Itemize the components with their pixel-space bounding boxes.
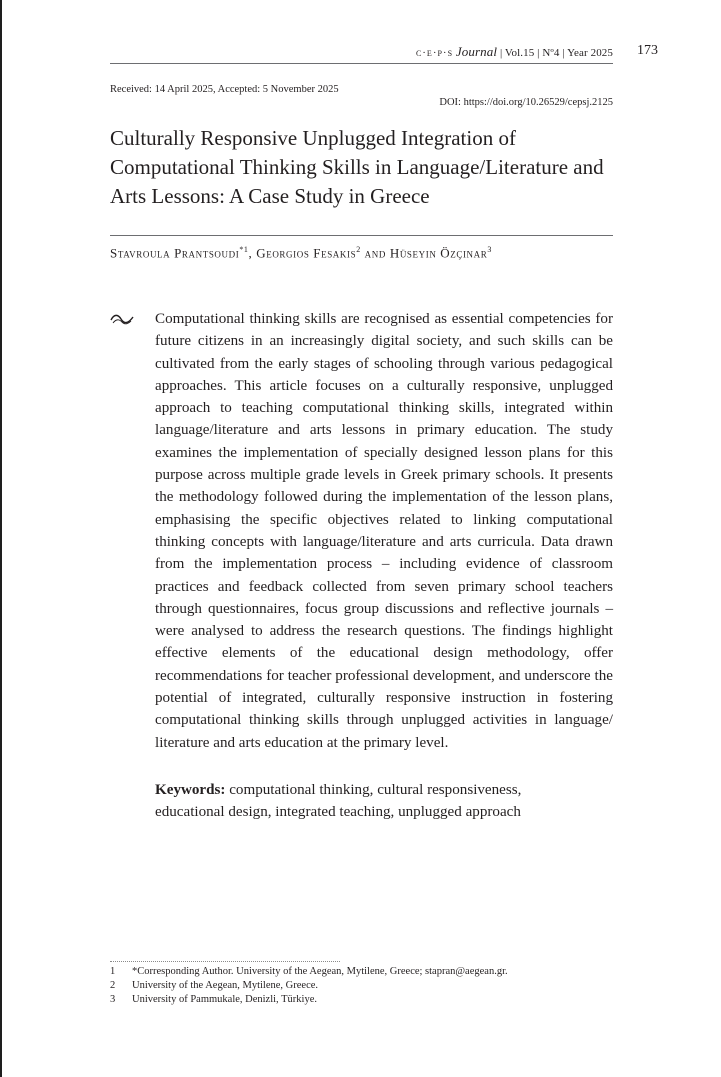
title-divider [110,235,613,236]
keywords-label: Keywords: [155,782,226,798]
journal-volume: | Vol.15 | Nº4 | Year 2025 [499,47,613,59]
journal-header [416,44,613,60]
received-date: Received: 14 April 2025, Accepted: 5 November 2025 [110,84,339,95]
footnote-text: *Corresponding Author. University of the Aegean, Mytilene, Greece; stapran@aegean.gr. [132,966,508,977]
footnote-divider [110,961,340,962]
footnote [110,979,615,993]
author-name: Stavroula Prantsoudi [110,245,240,261]
doi-link[interactable]: DOI: https://doi.org/10.26529/cepsj.2125 [439,97,613,108]
journal-brand: c·e·p·s [415,47,454,59]
footnotes [110,965,615,1007]
footnote [110,965,615,979]
footnote-text: University of Pammukale, Denizli, Türkiye. [132,994,317,1005]
footnote [110,993,615,1007]
author-separator: and [360,245,390,261]
page-number: 173 [637,43,658,58]
header-divider [110,63,613,64]
author-list [110,245,492,261]
footnote-text: University of the Aegean, Mytilene, Greece. [132,980,319,991]
wave-ornament-icon [110,312,134,326]
author-separator: , [248,245,257,261]
author-mark: 2 [356,245,361,254]
keywords-line-2: educational design, integrated teaching, unplugged approach [155,804,521,821]
keywords [155,779,613,824]
footnote-number: 2 [110,980,116,991]
author-name: Hüseyin Özçinar [389,245,488,261]
abstract-text: Computational thinking skills are recognised as essential competencies for future citizens in an increasingly digital society, and such skills can be cultivated from the early stages of schooling through various pedagogical approaches. This article focuses on a culturally responsive, unplugged approach to teaching computational thinking skills, integrated within language/literature and arts lessons in primary education. The study examines the implementation of specially designed lesson plans for this purpose across multiple grade levels in Greek primary schools. It presents the methodology followed during the implementation of the lesson plans, emphasising the specific objectives related to linking computational thinking concepts with language/literature and arts curricula. Data drawn from the implementation process – including evidence of classroom practices and feedback collected from seven primary school teachers through questionnaires, focus group discussions and reflective journals – were analysed to address the research questions. The findings highlight effective elements of the educational design methodology, offer recommendations for teacher professional development, and underscore the potential of integrated, culturally responsive instruction in fostering computational thinking skills through unplugged activities in language/​literature and arts education at the primary level. [155,311,613,751]
page-edge [0,0,2,1077]
author-name: Georgios Fesakis [256,245,357,261]
footnote-number: 1 [110,966,116,977]
journal-name: Journal [455,44,498,59]
footnote-number: 3 [110,994,116,1005]
author-mark: *1 [239,245,249,254]
keywords-line-1: computational thinking, cultural responsiveness, [229,782,522,798]
author-mark: 3 [487,245,492,254]
article-title: Culturally Responsive Unplugged Integration of Computational Thinking Skills in Language/Literature and Arts Lessons: A Case Study in Greece [110,126,604,208]
